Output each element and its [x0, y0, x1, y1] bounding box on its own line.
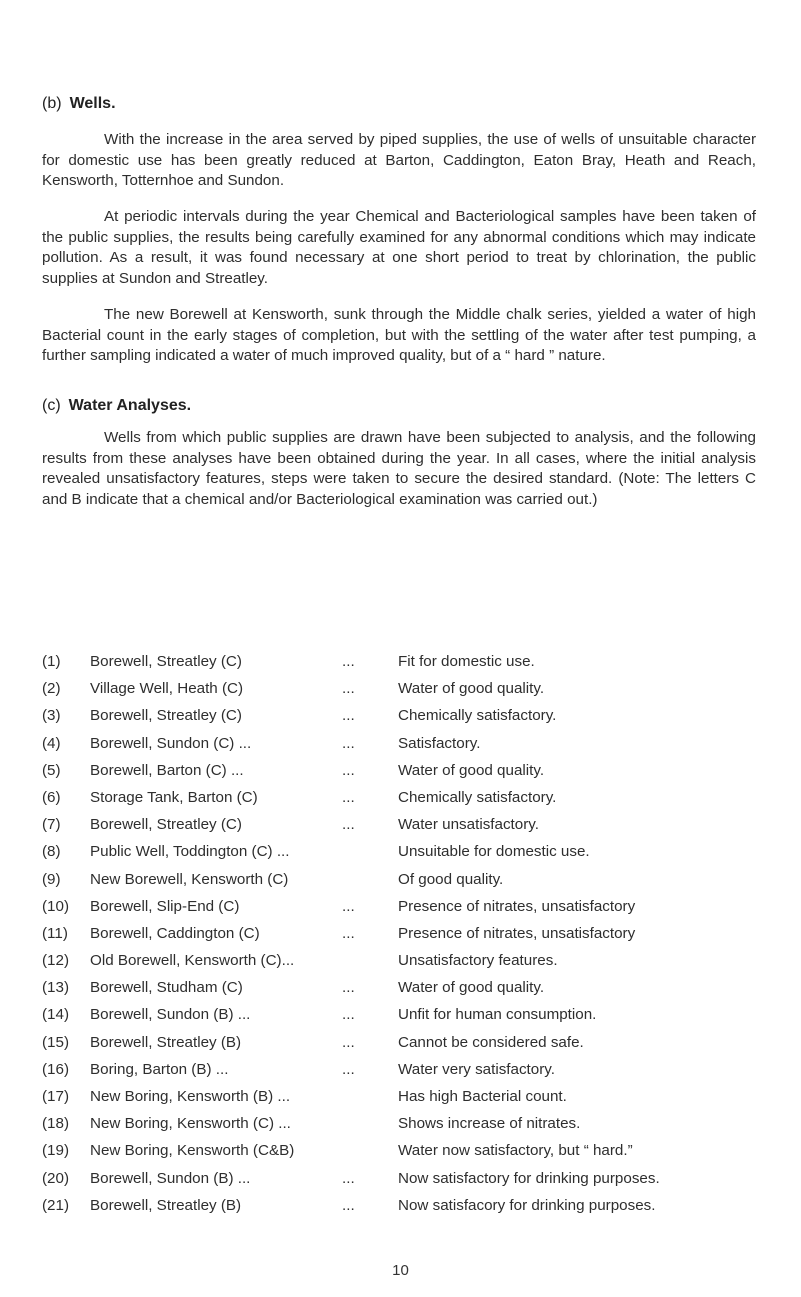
result-finding: Unsatisfactory features.: [398, 952, 558, 970]
result-leader-dots: ...: [342, 1196, 355, 1214]
section-c-number: (c): [42, 397, 61, 414]
result-location: New Borewell, Kensworth (C): [90, 870, 289, 888]
list-item: [42, 1005, 762, 1032]
result-location: Borewell, Sundon (B) ...: [90, 1006, 251, 1024]
result-finding: Now satisfacory for drinking purposes.: [398, 1196, 656, 1214]
result-number: (15): [42, 1033, 70, 1051]
list-item: [42, 1033, 762, 1060]
result-location: Borewell, Streatley (B): [90, 1033, 242, 1051]
result-location: Borewell, Streatley (B): [90, 1196, 242, 1214]
result-leader-dots: ...: [342, 734, 355, 752]
result-number: (12): [42, 952, 70, 970]
result-leader-dots: ...: [342, 1033, 355, 1051]
result-finding: Satisfactory.: [398, 734, 481, 752]
result-number: (10): [42, 897, 70, 915]
result-finding: Shows increase of nitrates.: [398, 1115, 581, 1133]
list-item: [42, 706, 762, 733]
result-finding: Water unsatisfactory.: [398, 816, 539, 834]
result-leader-dots: ...: [342, 924, 355, 942]
paragraph-water-analyses: Wells from which public supplies are drawn have been subjected to analysis, and the following results from these analyses have been obtained during the year. In all cases, where the initial analysis revealed unsatisfactory features, steps were taken to secure the desired standard. (Note: The letters C and B indicate that a chemical and/or Bacteriological examination was carried out.): [42, 429, 756, 508]
result-location: Borewell, Sundon (C) ...: [90, 734, 252, 752]
result-number: (6): [42, 788, 61, 806]
result-leader-dots: ...: [342, 653, 355, 670]
list-item: [42, 652, 762, 679]
result-location: Village Well, Heath (C): [90, 680, 244, 698]
result-leader-dots: ...: [342, 680, 355, 698]
result-location: Borewell, Streatley (C): [90, 707, 242, 725]
result-finding: Fit for domestic use.: [398, 653, 535, 670]
result-leader-dots: ...: [342, 1169, 355, 1187]
list-item: [42, 1141, 762, 1168]
list-item: [42, 679, 762, 706]
result-number: (13): [42, 979, 70, 997]
list-item: [42, 788, 762, 815]
list-item: [42, 734, 762, 761]
result-location: Boring, Barton (B) ...: [90, 1060, 229, 1078]
result-leader-dots: ...: [342, 707, 355, 725]
list-item: [42, 951, 762, 978]
result-finding: Water very satisfactory.: [398, 1060, 555, 1078]
result-leader-dots: ...: [342, 788, 355, 806]
result-location: Storage Tank, Barton (C): [90, 788, 258, 806]
result-number: (9): [42, 870, 61, 888]
list-item: [42, 1114, 762, 1141]
result-leader-dots: ...: [342, 761, 355, 779]
paragraph-wells-usage: With the increase in the area served by piped supplies, the use of wells of unsuitable character for domestic use has been greatly reduced at Barton, Caddington, Eaton Bray, Heath and Reach, Kensworth, Totternhoe and Sundon.: [42, 131, 756, 190]
result-number: (21): [42, 1196, 70, 1214]
result-number: (17): [42, 1088, 70, 1105]
result-number: (1): [42, 653, 61, 670]
result-number: (19): [42, 1142, 70, 1160]
result-finding: Water now satisfactory, but “ hard.”: [398, 1142, 633, 1160]
result-number: (2): [42, 680, 61, 698]
result-location: Borewell, Streatley (C): [90, 816, 242, 834]
result-finding: Presence of nitrates, unsatisfactory: [398, 897, 636, 915]
result-leader-dots: ...: [342, 1060, 355, 1078]
result-number: (18): [42, 1115, 70, 1133]
result-finding: Now satisfactory for drinking purposes.: [398, 1169, 660, 1187]
list-item: [42, 897, 762, 924]
result-number: (4): [42, 734, 61, 752]
list-item: [42, 842, 762, 869]
result-number: (14): [42, 1006, 70, 1024]
result-location: Borewell, Studham (C): [90, 979, 243, 997]
analysis-results-list: [42, 652, 762, 1223]
result-finding: Unfit for human consumption.: [398, 1006, 597, 1024]
result-finding: Chemically satisfactory.: [398, 707, 557, 725]
result-number: (11): [42, 924, 68, 942]
result-location: Borewell, Streatley (C): [90, 653, 242, 670]
result-finding: Water of good quality.: [398, 761, 545, 779]
paragraph-kensworth-borewell: The new Borewell at Kensworth, sunk through the Middle chalk series, yielded a water of high Bacterial count in the early stages of completion, but with the settling of the water after test pumping, a further sampling indicated a water of much improved quality, but of a “ hard ” nature.: [42, 306, 756, 365]
result-location: New Boring, Kensworth (B) ...: [90, 1088, 291, 1105]
result-leader-dots: ...: [342, 979, 355, 997]
result-number: (7): [42, 816, 61, 834]
result-number: (16): [42, 1060, 70, 1078]
result-location: New Boring, Kensworth (C&B): [90, 1142, 295, 1160]
result-number: (8): [42, 843, 61, 861]
result-finding: Water of good quality.: [398, 680, 545, 698]
list-item: [42, 1196, 762, 1223]
result-finding: Unsuitable for domestic use.: [398, 843, 590, 861]
result-number: (20): [42, 1169, 70, 1187]
result-finding: Of good quality.: [398, 870, 504, 888]
list-item: [42, 1060, 762, 1087]
list-item: [42, 924, 762, 951]
result-location: Old Borewell, Kensworth (C)...: [90, 952, 295, 970]
result-finding: Cannot be considered safe.: [398, 1033, 584, 1051]
result-location: Public Well, Toddington (C) ...: [90, 843, 290, 861]
result-location: Borewell, Caddington (C): [90, 924, 260, 942]
section-c-heading: [42, 397, 191, 415]
section-b-number: (b): [42, 95, 62, 112]
result-location: Borewell, Slip-End (C): [90, 897, 240, 915]
result-leader-dots: ...: [342, 1006, 355, 1024]
result-location: New Boring, Kensworth (C) ...: [90, 1115, 291, 1133]
result-finding: Water of good quality.: [398, 979, 545, 997]
result-number: (5): [42, 761, 61, 779]
list-item: [42, 1169, 762, 1196]
list-item: [42, 870, 762, 897]
list-item: [42, 1087, 762, 1114]
result-finding: Presence of nitrates, unsatisfactory: [398, 924, 636, 942]
section-b-heading: [42, 95, 116, 113]
result-finding: Has high Bacterial count.: [398, 1088, 567, 1105]
result-location: Borewell, Sundon (B) ...: [90, 1169, 251, 1187]
result-number: (3): [42, 707, 61, 725]
paragraph-periodic-samples: At periodic intervals during the year Chemical and Bacteriological samples have been taken of the public supplies, the results being carefully examined for any abnormal conditions which may indicate pollution. As a result, it was found necessary at one short period to treat by chlorination, the public supplies at Sundon and Streatley.: [42, 208, 756, 287]
section-c-title: Water Analyses.: [68, 397, 192, 414]
page-number: 10: [392, 1262, 409, 1279]
result-leader-dots: ...: [342, 897, 355, 915]
list-item: [42, 978, 762, 1005]
result-leader-dots: ...: [342, 816, 355, 834]
result-finding: Chemically satisfactory.: [398, 788, 557, 806]
list-item: [42, 815, 762, 842]
result-location: Borewell, Barton (C) ...: [90, 761, 244, 779]
section-b-title: Wells.: [69, 95, 116, 112]
list-item: [42, 761, 762, 788]
